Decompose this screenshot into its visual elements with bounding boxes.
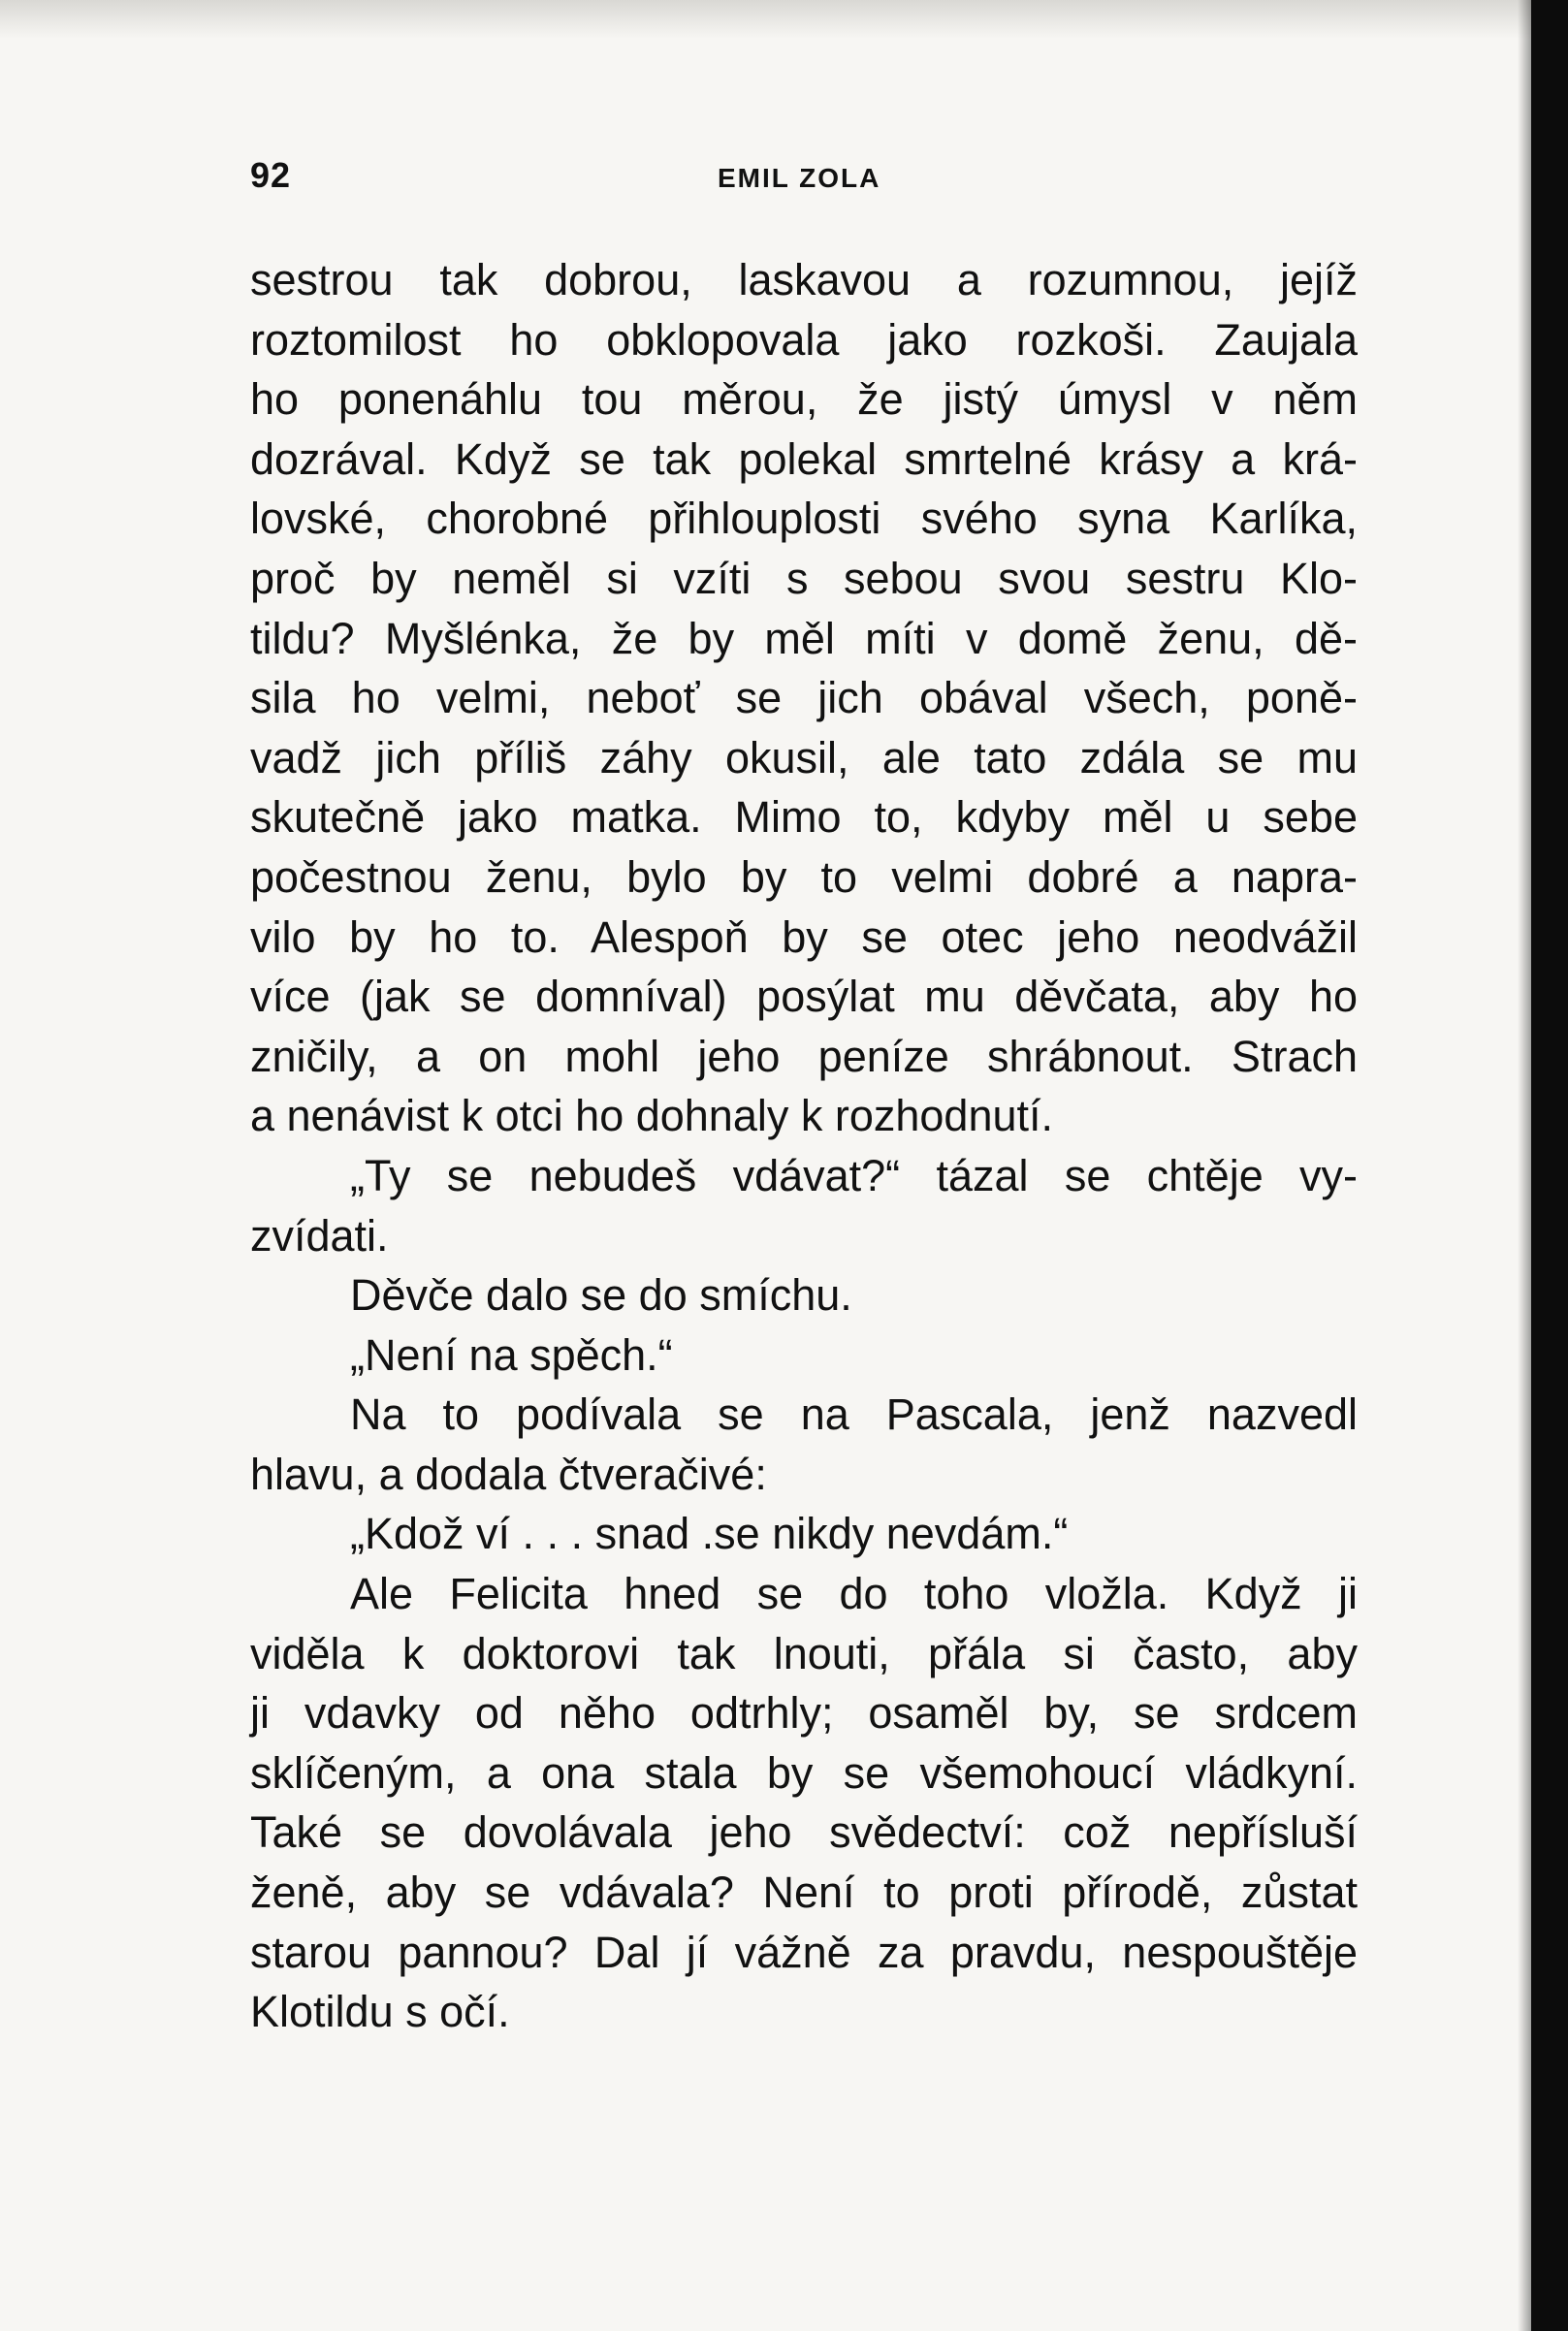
running-head: EMIL ZOLA: [718, 163, 881, 193]
text-line: ho ponenáhlu tou měrou, že jistý úmysl v něm: [250, 374, 1358, 425]
text-line: počestnou ženu, bylo by to velmi dobré a napra-: [250, 851, 1358, 902]
text-line: „Ty se nebudeš vdávat?“ tázal se chtěje vy-: [350, 1150, 1358, 1200]
page-number: 92: [250, 155, 292, 195]
text-line: Klotildu s očí.: [250, 1987, 510, 2037]
text-line: zvídati.: [250, 1210, 389, 1261]
text-line: sila ho velmi, neboť se jich obával všech, poně-: [250, 673, 1358, 723]
body-text: [250, 250, 1358, 2042]
text-line: Děvče dalo se do smíchu.: [350, 1270, 852, 1321]
text-line: dozrával. Když se tak polekal smrtelné krásy a krá-: [250, 433, 1358, 484]
text-line: sestrou tak dobrou, laskavou a rozumnou, jejíž: [250, 255, 1358, 304]
page-header: [250, 155, 1365, 213]
text-line: starou pannou? Dal jí vážně za pravdu, nespouštěje: [250, 1927, 1358, 1977]
text-line: vilo by ho to. Alespoň by se otec jeho neodvážil: [250, 911, 1358, 962]
text-line: ženě, aby se vdávala? Není to proti přírodě, zůstat: [250, 1868, 1358, 1918]
text-line: ji vdavky od něho odtrhly; osaměl by, se srdcem: [250, 1688, 1358, 1739]
text-line: vadž jich příliš záhy okusil, ale tato zdála se mu: [250, 732, 1358, 782]
text-line: sklíčeným, a ona stala by se všemohoucí vládkyní.: [250, 1747, 1358, 1798]
text-line: tildu? Myšlénka, že by měl míti v domě ženu, dě-: [250, 613, 1358, 663]
text-line: roztomilost ho obklopovala jako rozkoši. Zaujala: [250, 314, 1358, 365]
page-top-shadow: [0, 0, 1568, 39]
text-line: „Není na spěch.“: [350, 1329, 673, 1380]
text-line: lovské, chorobné přihlouplosti svého syna Karlíka,: [250, 494, 1358, 544]
text-line: proč by neměl si vzíti s sebou svou sestru Klo-: [250, 553, 1358, 603]
text-line: „Kdož ví . . . snad .se nikdy nevdám.“: [350, 1509, 1069, 1559]
text-line: více (jak se domníval) posýlat mu děvčata, aby ho: [250, 972, 1358, 1022]
text-line: Také se dovolávala jeho svědectví: což nepřísluší: [250, 1807, 1358, 1858]
text-line: skutečně jako matka. Mimo to, kdyby měl u sebe: [250, 792, 1358, 843]
page-right-edge: [1531, 0, 1568, 2331]
text-line: a nenávist k otci ho dohnaly k rozhodnutí.: [250, 1091, 1054, 1141]
text-line: hlavu, a dodala čtveračivé:: [250, 1449, 767, 1499]
text-line: viděla k doktorovi tak lnouti, přála si často, aby: [250, 1628, 1358, 1678]
text-line: zničily, a on mohl jeho peníze shrábnout. Strach: [250, 1031, 1358, 1081]
page-gutter-shadow: [1518, 0, 1531, 2331]
text-line: Ale Felicita hned se do toho vložla. Když ji: [350, 1569, 1358, 1619]
text-line: Na to podívala se na Pascala, jenž nazvedl: [350, 1389, 1358, 1440]
